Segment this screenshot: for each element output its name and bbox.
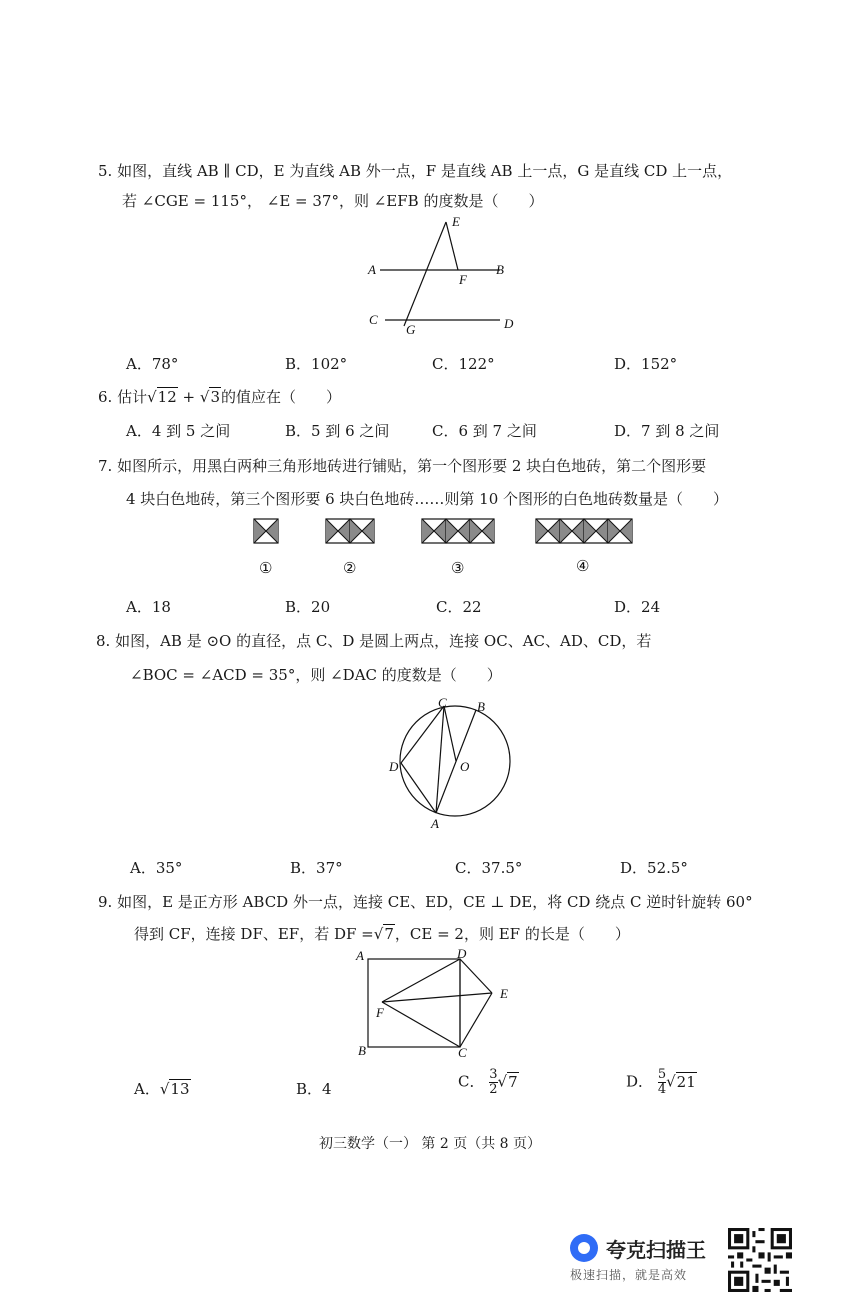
q6-option-a: A．4 到 5 之间 (126, 422, 231, 440)
segment-oc (444, 706, 456, 761)
figure-label-2: ② (343, 559, 357, 577)
q5-option-a: A．78° (126, 355, 179, 373)
q8-option-c: C．37.5° (455, 859, 523, 877)
segment-eg (404, 222, 446, 326)
circle-o (400, 706, 510, 816)
q9-option-c: C． $\frac{3}{2}$ √7 (458, 1067, 518, 1097)
figure-label-4: ④ (576, 557, 590, 575)
segment-ad (401, 763, 436, 813)
label-f: F (459, 272, 467, 287)
q9-line1: 9. 如图，E 是正方形 ABCD 外一点，连接 CE、ED，CE ⊥ DE，将 CD 绕点 C 逆时针旋转 60° (98, 893, 753, 911)
q9-option-d: D． $\frac{5}{4}$ √21 (626, 1067, 696, 1097)
label-b: B (496, 262, 504, 277)
q6-pre: 6. 估计 (98, 388, 148, 406)
q5-figure (360, 212, 530, 337)
figure-label-1: ① (259, 559, 273, 577)
q9-option-d-fraction: $\frac{5}{4}$ (657, 1067, 667, 1097)
q7-line1: 7. 如图所示，用黑白两种三角形地砖进行铺贴，第一个图形要 2 块白色地砖，第二个图形要 (98, 457, 707, 475)
q8-figure (380, 695, 530, 835)
label-d: D (389, 759, 399, 774)
q9-option-a: A．√13 (134, 1080, 190, 1098)
quark-logo-icon (570, 1234, 598, 1262)
segment-de (460, 959, 492, 993)
q9-option-c-prefix: C． (458, 1072, 485, 1091)
q9-line2-root: 7 (384, 925, 394, 943)
tile-figure-1 (254, 519, 278, 543)
tile-figure-4 (536, 519, 632, 543)
q7-option-b: B．20 (285, 598, 331, 616)
label-d: D (457, 946, 467, 961)
label-c: C (438, 695, 447, 710)
q6-root2: 3 (210, 388, 220, 406)
q8-line1: 8. 如图，AB 是 ⊙O 的直径，点 C、D 是圆上两点，连接 OC、AC、AD、CD，若 (96, 632, 652, 650)
tile-figure-2 (326, 519, 374, 543)
label-g: G (406, 322, 416, 337)
q9-line2: 得到 CF，连接 DF、EF，若 DF =√7，CE = 2，则 EF 的长是（ ） (134, 925, 630, 943)
q6-option-b: B．5 到 6 之间 (285, 422, 390, 440)
q8-option-b: B．37° (290, 859, 343, 877)
label-a: A (356, 948, 364, 963)
q7-option-d: D．24 (614, 598, 661, 616)
label-e: E (452, 214, 460, 229)
q8-option-a: A．35° (130, 859, 183, 877)
tile-figure-3 (422, 519, 494, 543)
segment-ef (446, 222, 458, 270)
label-b: B (477, 699, 485, 714)
q5-line1: 5. 如图，直线 AB ∥ CD，E 为直线 AB 外一点，F 是直线 AB 上一点，G 是直线 CD 上一点， (98, 162, 733, 180)
q7-line2: 4 块白色地砖，第三个图形要 6 块白色地砖……则第 10 个图形的白色地砖数量是（ ） (126, 490, 729, 508)
segment-df (382, 959, 460, 1002)
q9-option-c-root: 7 (508, 1072, 518, 1091)
q9-option-c-fraction: $\frac{3}{2}$ (489, 1067, 498, 1097)
q6-plus: + (182, 388, 196, 406)
label-o: O (460, 759, 470, 774)
q6-option-c: C．6 到 7 之间 (432, 422, 537, 440)
label-e: E (500, 986, 508, 1001)
brand-name: 夸克扫描王 (606, 1238, 706, 1262)
q6-post: 的值应在（ ） (221, 388, 342, 406)
q5-option-c: C．122° (432, 355, 495, 373)
q6-root1: 12 (157, 388, 177, 406)
qr-code-icon (728, 1228, 792, 1292)
page-footer: 初三数学（一） 第 2 页（共 8 页） (318, 1136, 542, 1152)
segment-ef (382, 993, 492, 1002)
q9-option-a-prefix: A． (134, 1080, 160, 1098)
q9-option-b: B．4 (296, 1080, 332, 1098)
q5-option-d: D．152° (614, 355, 678, 373)
q7-option-a: A．18 (126, 598, 171, 616)
q7-tile-figures (250, 515, 640, 580)
label-c: C (369, 312, 378, 327)
figure-label-3: ③ (451, 559, 465, 577)
label-f: F (376, 1005, 384, 1020)
label-a: A (368, 262, 376, 277)
q8-option-d: D．52.5° (620, 859, 688, 877)
scanner-watermark (568, 1232, 728, 1288)
segment-cf (382, 1002, 460, 1047)
brand-slogan: 极速扫描，就是高效 (570, 1268, 688, 1282)
label-c: C (458, 1045, 467, 1060)
q9-option-a-root: 13 (170, 1080, 190, 1098)
segment-ce (460, 993, 492, 1047)
label-a: A (431, 816, 439, 831)
q6-stem: 6. 估计√12 + √3的值应在（ ） (98, 388, 342, 406)
q7-option-c: C．22 (436, 598, 482, 616)
q5-line2: 若 ∠CGE = 115°， ∠E = 37°，则 ∠EFB 的度数是（ ） (122, 192, 544, 210)
q5-option-b: B．102° (285, 355, 348, 373)
square-abcd (368, 959, 460, 1047)
q9-line2-post: ，CE = 2，则 EF 的长是（ ） (394, 925, 630, 943)
q6-option-d: D．7 到 8 之间 (614, 422, 720, 440)
label-b: B (358, 1043, 366, 1058)
q9-option-d-prefix: D． (626, 1072, 654, 1091)
label-d: D (504, 316, 514, 331)
q9-line2-pre: 得到 CF，连接 DF、EF，若 DF = (134, 925, 374, 943)
q9-figure (352, 945, 522, 1060)
q9-option-d-root: 21 (676, 1072, 696, 1091)
q8-line2: ∠BOC = ∠ACD = 35°，则 ∠DAC 的度数是（ ） (130, 666, 502, 684)
